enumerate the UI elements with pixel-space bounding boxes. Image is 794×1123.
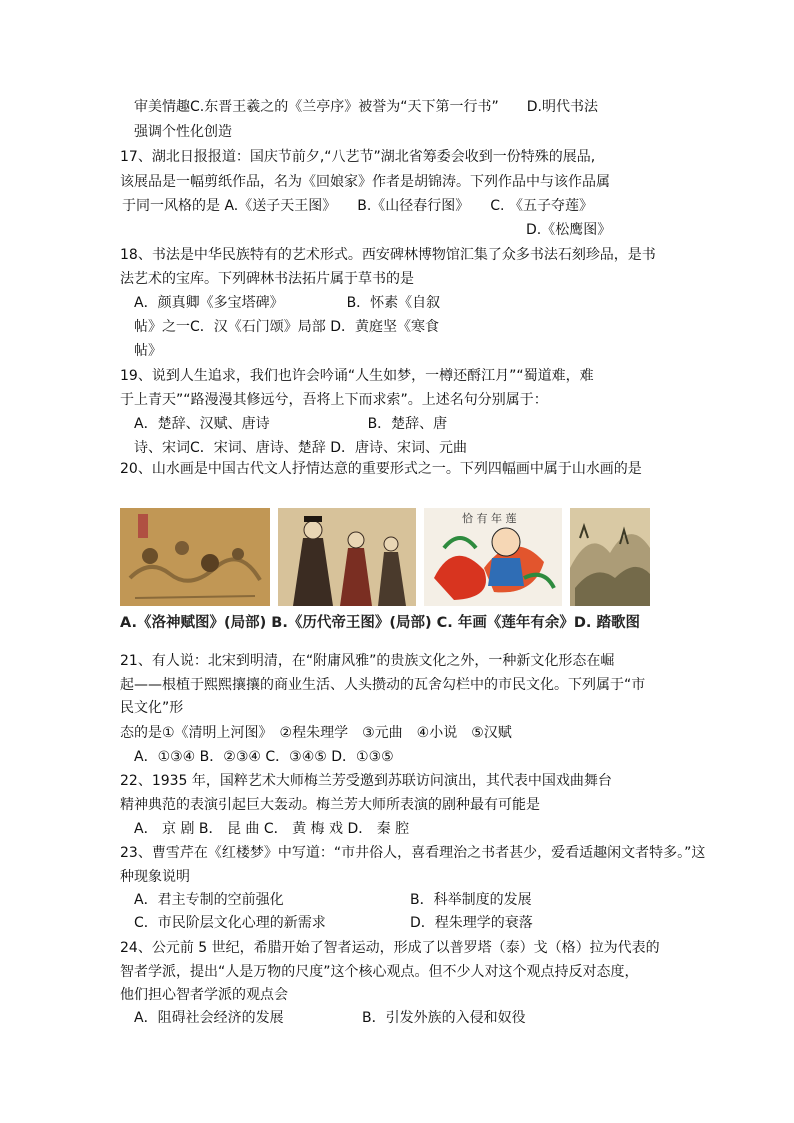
text-line: D.《松鹰图》: [526, 222, 612, 238]
text-line: A．颜真卿《多宝塔碑》 B．怀素《自叙: [134, 295, 441, 311]
text-line: 帖》之一C．汉《石门颂》局部 D．黄庭坚《寒食: [134, 319, 440, 335]
text-line: 民文化”形: [120, 700, 184, 716]
question-22: 22、1935 年，国粹艺术大师梅兰芳受邀到苏联访问演出，其代表中国戏曲舞台: [120, 773, 612, 789]
text-line: 强调个性化创造: [134, 124, 232, 140]
text-line: 态的是①《清明上河图》 ②程朱理学 ③元曲 ④小说 ⑤汉赋: [120, 725, 512, 741]
question-23: 23、曹雪芹在《红楼梦》中写道：“市井俗人，喜看理治之书者甚少，爱看适趣闲文者特多。”这: [120, 845, 706, 861]
painting-seal: 恰 有 年 莲: [462, 512, 517, 525]
text-line: 他们担心智者学派的观点会: [120, 987, 288, 1003]
question-18: 18、书法是中华民族特有的艺术形式。西安碑林博物馆汇集了众多书法石刻珍品，是书: [120, 247, 656, 263]
text-line: 精神典范的表演引起巨大轰动。梅兰芳大师所表演的剧种最有可能是: [120, 797, 540, 813]
text-line: 法艺术的宝库。下列碑林书法拓片属于草书的是: [120, 271, 414, 287]
text-line: 审美情趣C.东晋王羲之的《兰亭序》被誉为“天下第一行书” D.明代书法: [134, 99, 598, 115]
painting-nianhua: [424, 508, 562, 606]
option-c: C．市民阶层文化心理的新需求: [134, 915, 326, 931]
text-line: 于同一风格的是 A.《送子天王图》 B.《山径春行图》 C. 《五子夺莲》: [122, 198, 593, 214]
option-b: B．科举制度的发展: [410, 892, 532, 908]
painting-lidai-diwang: [278, 508, 416, 606]
figure-caption: A.《洛神赋图》(局部) B.《历代帝王图》(局部) C. 年画《莲年有余》D. 踏歌图: [120, 615, 640, 631]
text-line: 帖》: [134, 343, 162, 359]
question-21: 21、有人说：北宋到明清，在“附庸风雅”的贵族文化之外，一种新文化形态在崛: [120, 653, 615, 669]
question-20: 20、山水画是中国古代文人抒情达意的重要形式之一。下列四幅画中属于山水画的是: [120, 461, 642, 477]
text-line: 该展品是一幅剪纸作品，名为《回娘家》作者是胡锦涛。下列作品中与该作品属: [120, 174, 610, 190]
text-line: 起——根植于熙熙攘攘的商业生活、人头攒动的瓦舍勾栏中的市民文化。下列属于“市: [120, 677, 646, 693]
option-a: A．阻碍社会经济的发展: [134, 1010, 284, 1026]
question-17: 17、湖北日报报道：国庆节前夕,“八艺节”湖北省筹委会收到一份特殊的展品,: [120, 149, 596, 165]
painting-strip: [120, 508, 650, 606]
text-line: 于上青天”“路漫漫其修远兮，吾将上下而求索”。上述名句分别属于：: [120, 392, 548, 408]
text-line: A．①③④ B．②③④ C．③④⑤ D．①③⑤: [134, 749, 394, 765]
painting-tage: [570, 508, 650, 606]
painting-luoshen: [120, 508, 270, 606]
question-19: 19、说到人生追求，我们也许会吟诵“人生如梦，一樽还酹江月”“蜀道难，难: [120, 368, 594, 384]
text-line: A． 京 剧 B． 昆 曲 C． 黄 梅 戏 D． 秦 腔: [134, 821, 410, 837]
option-d: D．程朱理学的衰落: [410, 915, 533, 931]
option-b: B．引发外族的入侵和奴役: [362, 1010, 526, 1026]
text-line: 智者学派，提出“人是万物的尺度”这个核心观点。但不少人对这个观点持反对态度，: [120, 964, 639, 980]
text-line: 种现象说明: [120, 869, 190, 885]
option-a: A．君主专制的空前强化: [134, 892, 284, 908]
question-24: 24、公元前 5 世纪，希腊开始了智者运动，形成了以普罗塔（泰）戈（格）拉为代表的: [120, 940, 660, 956]
text-line: 诗、宋词C．宋词、唐诗、楚辞 D．唐诗、宋词、元曲: [134, 440, 468, 456]
text-line: A．楚辞、汉赋、唐诗 B．楚辞、唐: [134, 416, 448, 432]
